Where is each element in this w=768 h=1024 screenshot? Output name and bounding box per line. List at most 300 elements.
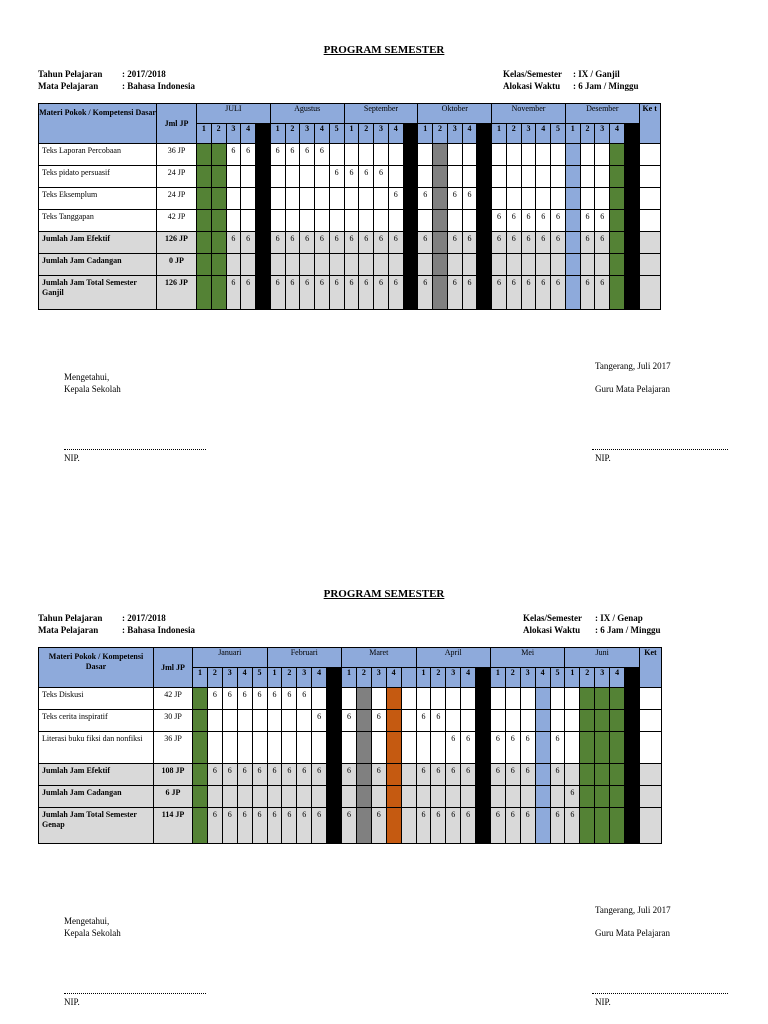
week-cell: 6 bbox=[431, 710, 446, 732]
signature-left-line: Kepala Sekolah bbox=[64, 928, 121, 938]
week-cell bbox=[401, 764, 416, 786]
ket-cell bbox=[639, 764, 661, 786]
week-cell: 6 bbox=[344, 232, 359, 254]
week-cell bbox=[300, 254, 315, 276]
week-cell-shaded bbox=[256, 210, 271, 232]
week-cell: 6 bbox=[462, 232, 477, 254]
meta-label: Tahun Pelajaran bbox=[38, 69, 103, 79]
week-cell bbox=[416, 688, 431, 710]
week-cell-shaded bbox=[535, 710, 550, 732]
header-month: Oktober bbox=[418, 104, 492, 124]
week-cell-shaded bbox=[327, 764, 342, 786]
meta-right bbox=[503, 68, 639, 92]
week-cell-shaded bbox=[433, 188, 448, 210]
week-cell bbox=[447, 210, 462, 232]
meta-label: Tahun Pelajaran bbox=[38, 613, 103, 623]
week-cell: 6 bbox=[267, 688, 282, 710]
header-month: Juni bbox=[565, 648, 640, 668]
week-cell-shaded bbox=[327, 786, 342, 808]
semester-page-2 bbox=[0, 544, 768, 1024]
header-week: 1 bbox=[492, 124, 507, 144]
week-cell: 6 bbox=[416, 710, 431, 732]
week-cell-shaded bbox=[386, 732, 401, 764]
nip-right: NIP. bbox=[595, 997, 611, 1007]
week-cell bbox=[315, 166, 330, 188]
week-cell-shaded bbox=[477, 144, 492, 166]
week-cell: 6 bbox=[329, 276, 344, 310]
week-cell-shaded bbox=[477, 210, 492, 232]
header-row-months bbox=[39, 104, 661, 124]
header-month: September bbox=[344, 104, 418, 124]
week-cell bbox=[342, 688, 357, 710]
header-week bbox=[256, 124, 271, 144]
meta-row bbox=[503, 68, 639, 80]
week-cell: 6 bbox=[505, 764, 520, 786]
week-cell-shaded bbox=[595, 688, 610, 710]
header-week: 5 bbox=[252, 668, 267, 688]
week-cell: 6 bbox=[315, 232, 330, 254]
week-cell: 6 bbox=[418, 188, 433, 210]
week-cell bbox=[565, 710, 580, 732]
week-cell-shaded bbox=[625, 808, 640, 844]
week-cell: 6 bbox=[550, 764, 565, 786]
header-materi: Materi Pokok / Kompetensi Dasar bbox=[39, 648, 154, 688]
summary-row bbox=[39, 276, 661, 310]
jml-jp-cell: 42 JP bbox=[157, 210, 197, 232]
header-week: 2 bbox=[505, 668, 520, 688]
week-cell-shaded bbox=[211, 188, 226, 210]
week-cell-shaded bbox=[403, 188, 418, 210]
jml-jp-cell: 108 JP bbox=[154, 764, 193, 786]
week-cell bbox=[462, 210, 477, 232]
week-cell: 6 bbox=[595, 232, 610, 254]
week-cell bbox=[237, 732, 252, 764]
week-cell: 6 bbox=[300, 232, 315, 254]
week-cell-shaded bbox=[403, 254, 418, 276]
header-week: 2 bbox=[211, 124, 226, 144]
header-month: Mei bbox=[490, 648, 565, 668]
header-week: 1 bbox=[197, 124, 212, 144]
place-date: Tangerang, Juli 2017 bbox=[595, 361, 671, 371]
week-cell-shaded bbox=[197, 254, 212, 276]
week-cell bbox=[401, 786, 416, 808]
meta-row bbox=[503, 80, 639, 92]
meta-label: Alokasi Waktu bbox=[523, 625, 581, 635]
week-cell-shaded bbox=[356, 732, 371, 764]
week-cell bbox=[388, 144, 403, 166]
week-cell: 6 bbox=[300, 276, 315, 310]
week-cell bbox=[550, 710, 565, 732]
week-cell-shaded bbox=[386, 764, 401, 786]
week-cell bbox=[344, 210, 359, 232]
header-week: 4 bbox=[241, 124, 256, 144]
week-cell bbox=[359, 188, 374, 210]
week-cell bbox=[461, 786, 476, 808]
week-cell: 6 bbox=[580, 276, 595, 310]
week-cell: 6 bbox=[462, 276, 477, 310]
week-cell: 6 bbox=[374, 166, 389, 188]
week-cell-shaded bbox=[595, 808, 610, 844]
week-cell bbox=[462, 254, 477, 276]
week-cell-shaded bbox=[256, 144, 271, 166]
week-cell-shaded bbox=[595, 710, 610, 732]
meta-value: : Bahasa Indonesia bbox=[122, 81, 196, 91]
header-month: Maret bbox=[342, 648, 416, 668]
week-cell: 6 bbox=[462, 188, 477, 210]
header-week: 2 bbox=[433, 124, 448, 144]
week-cell bbox=[520, 786, 535, 808]
header-week bbox=[401, 668, 416, 688]
week-cell: 6 bbox=[461, 732, 476, 764]
week-cell: 6 bbox=[536, 232, 551, 254]
week-cell bbox=[282, 786, 297, 808]
week-cell: 6 bbox=[222, 688, 237, 710]
week-cell bbox=[505, 688, 520, 710]
week-cell-shaded bbox=[624, 144, 639, 166]
header-week: 5 bbox=[551, 124, 566, 144]
week-cell-shaded bbox=[476, 732, 491, 764]
week-cell: 6 bbox=[282, 764, 297, 786]
week-cell: 6 bbox=[241, 144, 256, 166]
week-cell-shaded bbox=[477, 188, 492, 210]
week-cell: 6 bbox=[374, 232, 389, 254]
week-cell: 6 bbox=[282, 808, 297, 844]
week-cell: 6 bbox=[506, 210, 521, 232]
week-cell bbox=[447, 254, 462, 276]
week-cell: 6 bbox=[252, 688, 267, 710]
week-cell: 6 bbox=[267, 764, 282, 786]
signature-right: Guru Mata Pelajaran bbox=[595, 384, 670, 394]
week-cell: 6 bbox=[270, 144, 285, 166]
week-cell: 6 bbox=[315, 144, 330, 166]
week-cell: 6 bbox=[282, 688, 297, 710]
meta-row bbox=[38, 612, 195, 624]
week-cell: 6 bbox=[270, 276, 285, 310]
header-week bbox=[625, 668, 640, 688]
meta-label: Kelas/Semester bbox=[503, 69, 562, 79]
header-month: Agustus bbox=[270, 104, 344, 124]
week-cell-shaded bbox=[403, 166, 418, 188]
meta-value: : 6 Jam / Minggu bbox=[573, 81, 639, 91]
week-cell-shaded bbox=[193, 786, 208, 808]
signature-line-left bbox=[64, 449, 206, 450]
jml-jp-cell: 126 JP bbox=[157, 276, 197, 310]
jml-jp-cell: 36 JP bbox=[154, 732, 193, 764]
week-cell bbox=[329, 210, 344, 232]
week-cell-shaded bbox=[403, 276, 418, 310]
week-cell bbox=[241, 188, 256, 210]
week-cell-shaded bbox=[565, 254, 580, 276]
week-cell: 6 bbox=[521, 276, 536, 310]
week-cell: 6 bbox=[237, 688, 252, 710]
week-cell bbox=[536, 144, 551, 166]
week-cell bbox=[312, 786, 327, 808]
ket-cell bbox=[639, 688, 661, 710]
week-cell-shaded bbox=[197, 276, 212, 310]
meta-label: Mata Pelajaran bbox=[38, 81, 99, 91]
week-cell-shaded bbox=[624, 166, 639, 188]
week-cell bbox=[226, 254, 241, 276]
header-ket: Ket bbox=[639, 648, 661, 688]
meta-left bbox=[38, 612, 195, 636]
week-cell-shaded bbox=[403, 210, 418, 232]
week-cell: 6 bbox=[329, 232, 344, 254]
week-cell-shaded bbox=[565, 276, 580, 310]
week-cell bbox=[297, 710, 312, 732]
week-cell bbox=[312, 688, 327, 710]
week-cell bbox=[418, 254, 433, 276]
week-cell-shaded bbox=[610, 276, 625, 310]
page-title: PROGRAM SEMESTER bbox=[323, 44, 445, 56]
week-cell bbox=[300, 188, 315, 210]
week-cell bbox=[418, 210, 433, 232]
header-ket: Ke t bbox=[639, 104, 660, 144]
header-week: 3 bbox=[520, 668, 535, 688]
week-cell bbox=[551, 254, 566, 276]
week-cell bbox=[521, 254, 536, 276]
materi-row bbox=[39, 710, 662, 732]
week-cell-shaded bbox=[433, 210, 448, 232]
week-cell: 6 bbox=[371, 764, 386, 786]
week-cell: 6 bbox=[207, 808, 222, 844]
week-cell bbox=[241, 210, 256, 232]
week-cell-shaded bbox=[565, 144, 580, 166]
week-cell-shaded bbox=[356, 808, 371, 844]
week-cell: 6 bbox=[447, 232, 462, 254]
materi-row bbox=[39, 188, 661, 210]
week-cell: 6 bbox=[342, 764, 357, 786]
week-cell: 6 bbox=[312, 710, 327, 732]
week-cell: 6 bbox=[580, 210, 595, 232]
week-cell-shaded bbox=[610, 232, 625, 254]
week-cell bbox=[431, 786, 446, 808]
jml-jp-cell: 36 JP bbox=[157, 144, 197, 166]
week-cell-shaded bbox=[610, 688, 625, 710]
week-cell bbox=[521, 144, 536, 166]
header-week: 4 bbox=[237, 668, 252, 688]
week-cell: 6 bbox=[252, 764, 267, 786]
header-week bbox=[403, 124, 418, 144]
header-week: 1 bbox=[344, 124, 359, 144]
week-cell-shaded bbox=[327, 732, 342, 764]
week-cell bbox=[446, 786, 461, 808]
week-cell bbox=[401, 688, 416, 710]
meta-row bbox=[38, 68, 195, 80]
week-cell: 6 bbox=[241, 276, 256, 310]
week-cell bbox=[252, 732, 267, 764]
signature-right: Guru Mata Pelajaran bbox=[595, 928, 670, 938]
header-month: Februari bbox=[267, 648, 342, 668]
header-week bbox=[477, 124, 492, 144]
materi-row bbox=[39, 166, 661, 188]
week-cell bbox=[536, 188, 551, 210]
week-cell: 6 bbox=[506, 276, 521, 310]
week-cell bbox=[492, 166, 507, 188]
jml-jp-cell: 42 JP bbox=[154, 688, 193, 710]
header-month: April bbox=[416, 648, 490, 668]
summary-row bbox=[39, 786, 662, 808]
week-cell: 6 bbox=[447, 276, 462, 310]
header-week: 1 bbox=[490, 668, 505, 688]
week-cell-shaded bbox=[565, 188, 580, 210]
meta-label: Kelas/Semester bbox=[523, 613, 582, 623]
week-cell: 6 bbox=[505, 808, 520, 844]
week-cell-shaded bbox=[595, 732, 610, 764]
jml-jp-cell: 30 JP bbox=[154, 710, 193, 732]
header-week: 1 bbox=[565, 124, 580, 144]
week-cell: 6 bbox=[416, 764, 431, 786]
ket-cell bbox=[639, 254, 660, 276]
week-cell-shaded bbox=[197, 232, 212, 254]
week-cell bbox=[595, 144, 610, 166]
week-cell bbox=[580, 254, 595, 276]
materi-row bbox=[39, 144, 661, 166]
header-week: 3 bbox=[374, 124, 389, 144]
week-cell bbox=[315, 254, 330, 276]
week-cell bbox=[359, 254, 374, 276]
week-cell: 6 bbox=[551, 210, 566, 232]
week-cell bbox=[431, 688, 446, 710]
week-cell: 6 bbox=[520, 732, 535, 764]
header-week: 2 bbox=[356, 668, 371, 688]
week-cell-shaded bbox=[595, 786, 610, 808]
week-cell bbox=[344, 188, 359, 210]
week-cell bbox=[401, 710, 416, 732]
header-week: 2 bbox=[359, 124, 374, 144]
week-cell-shaded bbox=[256, 276, 271, 310]
meta-label: Alokasi Waktu bbox=[503, 81, 561, 91]
week-cell bbox=[222, 786, 237, 808]
week-cell bbox=[285, 188, 300, 210]
week-cell bbox=[282, 732, 297, 764]
week-cell: 6 bbox=[252, 808, 267, 844]
header-row-months bbox=[39, 648, 662, 668]
page-title: PROGRAM SEMESTER bbox=[323, 588, 445, 600]
week-cell bbox=[285, 254, 300, 276]
week-cell-shaded bbox=[211, 232, 226, 254]
ket-cell bbox=[639, 732, 661, 764]
header-week: 4 bbox=[386, 668, 401, 688]
week-cell-shaded bbox=[403, 232, 418, 254]
summary-row bbox=[39, 254, 661, 276]
week-cell-shaded bbox=[477, 232, 492, 254]
meta-row bbox=[523, 624, 661, 636]
week-cell: 6 bbox=[492, 232, 507, 254]
week-cell bbox=[207, 732, 222, 764]
week-cell bbox=[374, 254, 389, 276]
week-cell-shaded bbox=[386, 688, 401, 710]
header-week: 3 bbox=[297, 668, 312, 688]
week-cell bbox=[536, 254, 551, 276]
signature-left bbox=[64, 371, 121, 395]
place-date: Tangerang, Juli 2017 bbox=[595, 905, 671, 915]
header-week: 1 bbox=[416, 668, 431, 688]
header-month: JULI bbox=[197, 104, 271, 124]
week-cell-shaded bbox=[386, 808, 401, 844]
week-cell: 6 bbox=[371, 808, 386, 844]
header-week: 2 bbox=[282, 668, 297, 688]
week-cell bbox=[462, 166, 477, 188]
week-cell-shaded bbox=[610, 764, 625, 786]
week-cell: 6 bbox=[550, 732, 565, 764]
week-cell bbox=[416, 786, 431, 808]
meta-value: : 2017/2018 bbox=[122, 613, 166, 623]
header-week: 2 bbox=[580, 668, 595, 688]
week-cell-shaded bbox=[193, 808, 208, 844]
week-cell bbox=[207, 786, 222, 808]
header-week: 3 bbox=[446, 668, 461, 688]
header-month: Januari bbox=[193, 648, 268, 668]
week-cell-shaded bbox=[625, 710, 640, 732]
week-cell-shaded bbox=[256, 254, 271, 276]
meta-row bbox=[38, 80, 195, 92]
materi-cell: Teks Laporan Percobaan bbox=[39, 144, 157, 166]
header-week: 3 bbox=[371, 668, 386, 688]
week-cell bbox=[222, 710, 237, 732]
week-cell bbox=[550, 786, 565, 808]
meta-left bbox=[38, 68, 195, 92]
week-cell-shaded bbox=[624, 232, 639, 254]
jml-jp-cell: 0 JP bbox=[157, 254, 197, 276]
ket-cell bbox=[639, 210, 660, 232]
week-cell-shaded bbox=[625, 786, 640, 808]
week-cell-shaded bbox=[327, 808, 342, 844]
header-week: 3 bbox=[521, 124, 536, 144]
week-cell bbox=[565, 688, 580, 710]
week-cell bbox=[344, 254, 359, 276]
week-cell bbox=[431, 732, 446, 764]
materi-cell: Teks Diskusi bbox=[39, 688, 154, 710]
week-cell bbox=[388, 210, 403, 232]
week-cell bbox=[315, 210, 330, 232]
summary-row bbox=[39, 808, 662, 844]
week-cell: 6 bbox=[580, 232, 595, 254]
week-cell: 6 bbox=[550, 808, 565, 844]
week-cell-shaded bbox=[610, 786, 625, 808]
materi-cell: Jumlah Jam Efektif bbox=[39, 232, 157, 254]
week-cell: 6 bbox=[297, 764, 312, 786]
header-week: 4 bbox=[610, 668, 625, 688]
materi-row bbox=[39, 732, 662, 764]
week-cell-shaded bbox=[211, 144, 226, 166]
week-cell: 6 bbox=[431, 808, 446, 844]
week-cell-shaded bbox=[624, 276, 639, 310]
materi-cell: Jumlah Jam Efektif bbox=[39, 764, 154, 786]
week-cell bbox=[222, 732, 237, 764]
jml-jp-cell: 114 JP bbox=[154, 808, 193, 844]
week-cell: 6 bbox=[312, 764, 327, 786]
week-cell-shaded bbox=[386, 710, 401, 732]
week-cell bbox=[461, 710, 476, 732]
week-cell-shaded bbox=[327, 688, 342, 710]
week-cell bbox=[401, 732, 416, 764]
header-week: 4 bbox=[315, 124, 330, 144]
header-month: November bbox=[492, 104, 566, 124]
week-cell bbox=[490, 688, 505, 710]
header-week: 3 bbox=[222, 668, 237, 688]
week-cell bbox=[418, 166, 433, 188]
header-materi: Materi Pokok / Kompetensi Dasar bbox=[39, 104, 157, 144]
week-cell-shaded bbox=[386, 786, 401, 808]
ket-cell bbox=[639, 232, 660, 254]
week-cell-shaded bbox=[610, 732, 625, 764]
week-cell bbox=[462, 144, 477, 166]
week-cell-shaded bbox=[193, 764, 208, 786]
week-cell bbox=[492, 144, 507, 166]
week-cell: 6 bbox=[222, 808, 237, 844]
week-cell-shaded bbox=[625, 688, 640, 710]
ket-cell bbox=[639, 808, 661, 844]
